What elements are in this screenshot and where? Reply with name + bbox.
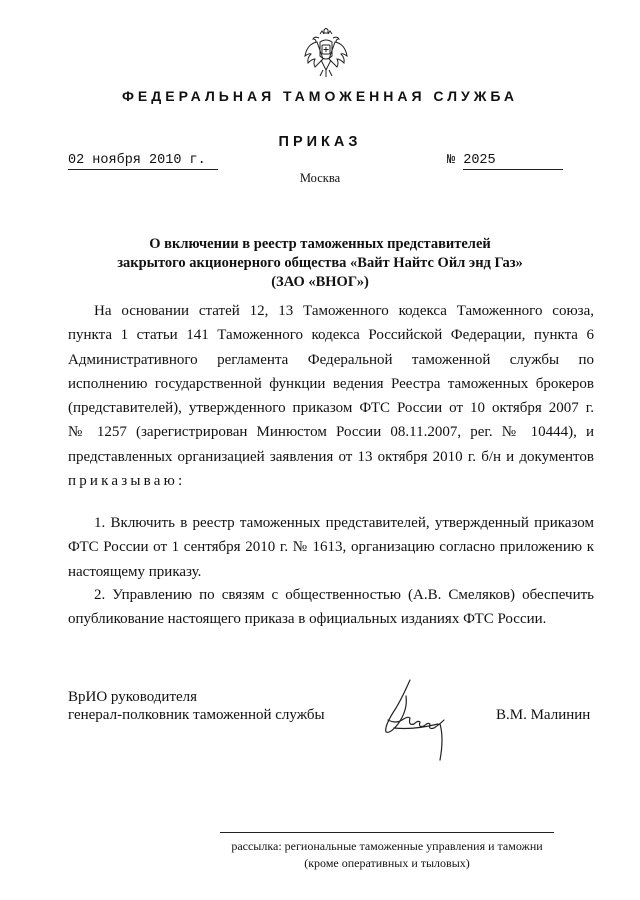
distribution-divider — [220, 832, 554, 833]
agency-name: ФЕДЕРАЛЬНАЯ ТАМОЖЕННАЯ СЛУЖБА — [121, 88, 519, 104]
subject-line-2: закрытого акционерного общества «Вайт Найтс Ойл энд Газ» — [117, 255, 523, 271]
number-sign: № — [447, 153, 456, 168]
text-line: опубликование настоящего приказа в официальных изданиях ФТС России. — [68, 611, 547, 628]
text-line: ФТС России от 1 сентября 2010 г. № 1613, организацию согласно приложению к — [68, 539, 594, 556]
signatory-name: В.М. Малинин — [496, 707, 591, 723]
order-number: 2025 — [463, 153, 563, 170]
order-number-block — [447, 153, 563, 170]
distribution-line-2: (кроме оперативных и тыловых) — [304, 856, 470, 870]
signatory-rank: генерал-полковник таможенной службы — [68, 707, 325, 723]
text-line: 2. Управлению по связям с общественностью (А.В. Смеляков) обеспечить — [94, 587, 594, 603]
subject-line-1: О включении в реестр таможенных представителей — [149, 236, 491, 252]
text-line: 1. Включить в реестр таможенных представителей, утвержденный приказом — [94, 515, 594, 531]
subject-line-3: (ЗАО «ВНОГ») — [271, 274, 369, 290]
text-line: пункта 1 статьи 141 Таможенного кодекса Российской Федерации, пункта 6 — [68, 327, 594, 344]
order-word: приказываю: — [68, 473, 186, 490]
order-date: 02 ноября 2010 г. — [68, 153, 218, 170]
text-line: На основании статей 12, 13 Таможенного кодекса Таможенного союза, — [94, 303, 594, 319]
item-2-paragraph — [68, 583, 594, 632]
text-line: настоящему приказу. — [68, 563, 202, 580]
russian-emblem-icon — [302, 28, 350, 80]
handwritten-signature — [378, 678, 458, 763]
document-type-title: ПРИКАЗ — [278, 134, 362, 150]
text-line: № 1257 (зарегистрирован Минюстом России 08.11.2007, рег. № 10444), и — [68, 424, 594, 441]
text-line: представленных организацией заявления от 13 октября 2010 г. б/н и документов — [68, 448, 594, 465]
distribution-line-1: рассылка: региональные таможенные управления и таможни — [231, 839, 543, 853]
order-subject — [80, 235, 560, 292]
item-1-paragraph — [68, 511, 594, 584]
text-line: исполнению государственной функции ведения Реестра таможенных брокеров — [68, 375, 594, 392]
distribution-note — [220, 838, 554, 872]
signatory-position: ВрИО руководителя — [68, 689, 198, 705]
preamble-paragraph — [68, 299, 594, 493]
city: Москва — [299, 171, 341, 185]
text-line: Административного регламента Федеральной таможенной службы по — [68, 351, 594, 368]
text-line: (представителей), утвержденного приказом ФТС России от 10 октября 2007 г. — [68, 400, 594, 417]
